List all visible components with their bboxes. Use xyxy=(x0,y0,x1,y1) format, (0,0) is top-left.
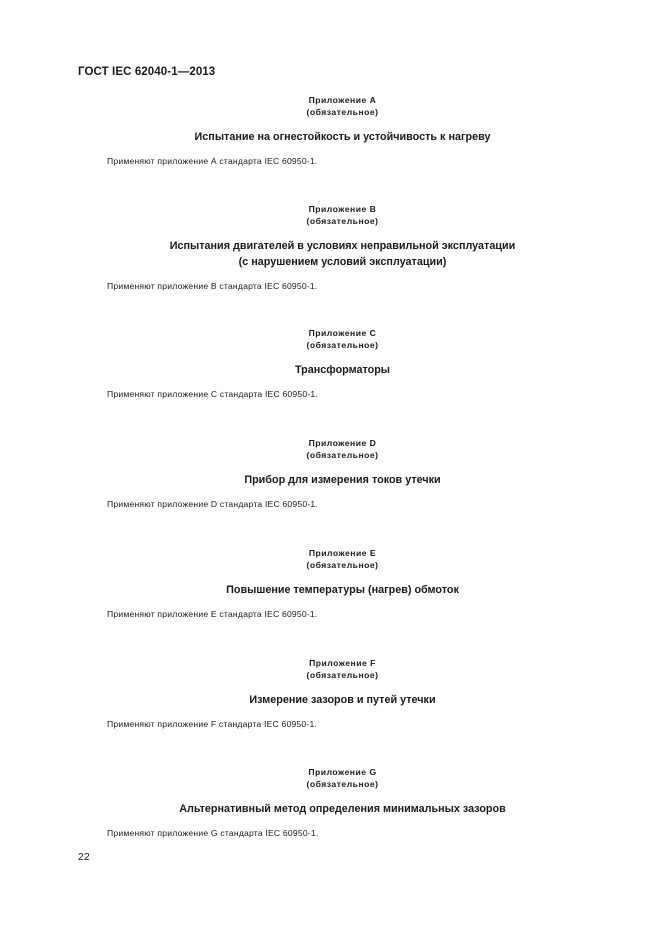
annex-title xyxy=(24,472,661,488)
annex-title-line: Измерение зазоров и путей утечки xyxy=(249,694,436,706)
annex-label: Приложение A xyxy=(308,95,377,105)
annex-title-line: Повышение температуры (нагрев) обмоток xyxy=(226,584,459,596)
annex-title xyxy=(24,582,661,598)
annex-g xyxy=(0,766,661,838)
annex-body: Применяют приложение F стандарта IEC 60950-1. xyxy=(107,719,318,729)
annex-a xyxy=(0,94,661,166)
annex-label: Приложение B xyxy=(308,204,377,214)
annex-status: (обязательное) xyxy=(306,107,379,117)
annex-status: (обязательное) xyxy=(306,670,379,680)
annex-title xyxy=(24,238,661,270)
annex-title-line: Испытание на огнестойкость и устойчивость к нагреву xyxy=(194,131,491,143)
annex-body: Применяют приложение А стандарта IEC 60950-1. xyxy=(107,156,318,166)
annex-body: Применяют приложение Е стандарта IEC 60950-1. xyxy=(107,609,318,619)
annex-status: (обязательное) xyxy=(306,779,379,789)
annex-label: Приложение E xyxy=(308,548,377,558)
annex-title xyxy=(24,692,661,708)
annex-title xyxy=(24,801,661,817)
annex-title xyxy=(24,129,661,145)
annex-d xyxy=(0,437,661,509)
annex-f xyxy=(0,657,661,729)
annex-title xyxy=(24,362,661,378)
annex-status: (обязательное) xyxy=(306,216,379,226)
annex-b xyxy=(0,203,661,291)
page-number: 22 xyxy=(78,851,90,863)
annex-c xyxy=(0,327,661,399)
annex-body: Применяют приложение G стандарта IEC 60950-1. xyxy=(107,828,319,838)
annex-body: Применяют приложение D стандарта IEC 60950-1. xyxy=(107,499,318,509)
annex-label: Приложение G xyxy=(308,767,377,777)
annex-title-line: Прибор для измерения токов утечки xyxy=(244,474,441,486)
annex-title-line: Альтернативный метод определения минимальных зазоров xyxy=(179,803,506,815)
annex-label: Приложение F xyxy=(309,658,376,668)
annex-status: (обязательное) xyxy=(306,560,379,570)
annex-label: Приложение D xyxy=(308,438,377,448)
annex-label: Приложение C xyxy=(308,328,377,338)
annex-title-line: (с нарушением условий эксплуатации) xyxy=(238,256,447,268)
annex-body: Применяют приложение С стандарта IEC 60950-1. xyxy=(107,389,318,399)
annex-body: Применяют приложение В стандарта IEC 60950-1. xyxy=(107,281,318,291)
document-header: ГОСТ IEC 62040-1—2013 xyxy=(78,66,216,78)
annex-status: (обязательное) xyxy=(306,340,379,350)
annex-status: (обязательное) xyxy=(306,450,379,460)
annex-e xyxy=(0,547,661,619)
annex-title-line: Испытания двигателей в условиях неправильной эксплуатации xyxy=(169,240,516,252)
annex-title-line: Трансформаторы xyxy=(294,364,391,376)
